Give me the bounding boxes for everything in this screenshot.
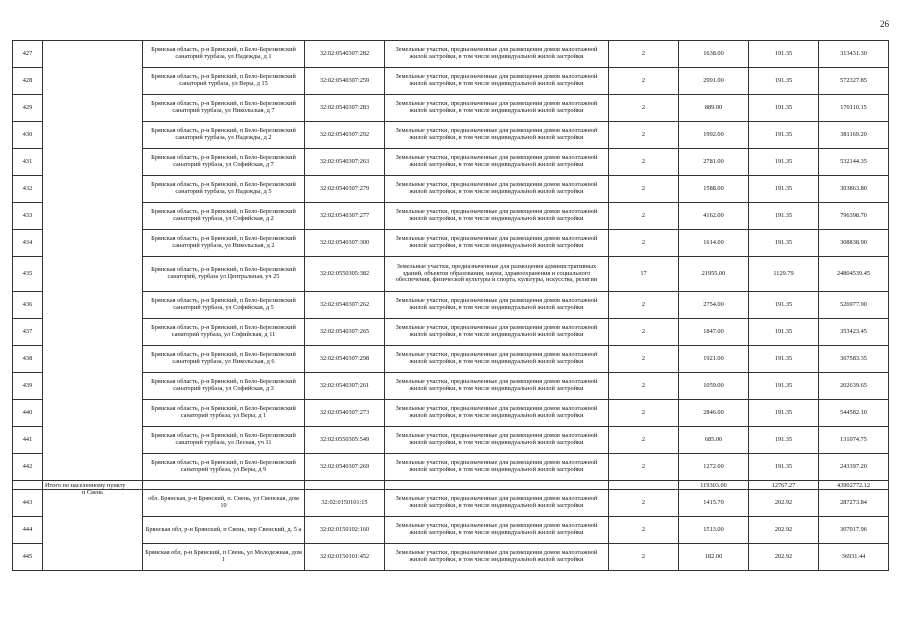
land-category-cell: Земельные участки, предназначенные для размещения домов малоэтажной жилой застройки, в том числе индивидуальной жилой застройки (385, 230, 609, 257)
cadastral-number-cell: 32:02:0540307:298 (305, 346, 385, 373)
area-cell: 2754.00 (679, 292, 749, 319)
table-row (13, 230, 889, 257)
cadastral-value-cell: 24804539.45 (819, 257, 889, 292)
cadastral-number-cell: 32:02:0540307:300 (305, 230, 385, 257)
area-cell: 182.00 (679, 544, 749, 571)
land-category-cell: Земельные участки, предназначенные для размещения домов малоэтажной жилой застройки, в том числе индивидуальной жилой застройки (385, 427, 609, 454)
row-number-cell: 438 (13, 346, 43, 373)
address-cell: Брянская обл, р-н Брянский, п Свень, ул Молодежная, дом 1 (143, 544, 305, 571)
cadastral-value-cell: 367583.35 (819, 346, 889, 373)
land-category-cell: Земельные участки, предназначенные для размещения домов малоэтажной жилой застройки, в том числе индивидуальной жилой застройки (385, 41, 609, 68)
group-code-cell: 2 (609, 373, 679, 400)
group-code-cell: 2 (609, 203, 679, 230)
rate-cell: 1129.79 (749, 257, 819, 292)
cadastral-value-cell: 36931.44 (819, 544, 889, 571)
group-code-cell: 2 (609, 346, 679, 373)
cadastral-number-cell: 32:02:0540307:263 (305, 149, 385, 176)
rate-cell: 191.35 (749, 400, 819, 427)
cadastral-number-cell: 32:02:0540307:273 (305, 400, 385, 427)
cadastral-value-cell: 572327.85 (819, 68, 889, 95)
cadastral-number-cell: 32:02:0150102:160 (305, 517, 385, 544)
total-value-cell: 43902772.12 (819, 481, 889, 490)
rate-cell: 191.35 (749, 373, 819, 400)
land-category-cell: Земельные участки, предназначенные для размещения домов малоэтажной жилой застройки, в том числе индивидуальной жилой застройки (385, 292, 609, 319)
row-number-cell: 442 (13, 454, 43, 481)
table-row (13, 373, 889, 400)
rate-cell: 202.92 (749, 490, 819, 517)
row-number-cell: 443 (13, 490, 43, 517)
table-row (13, 292, 889, 319)
group-code-cell: 2 (609, 230, 679, 257)
cadastral-value-cell: 381169.20 (819, 122, 889, 149)
cadastral-number-cell: 32:02:0540307:282 (305, 41, 385, 68)
area-cell: 685.00 (679, 427, 749, 454)
land-plots-table (12, 40, 889, 571)
address-cell: Брянская область, р-н Брянский, п Бело-Березковский санаторий турбаза, ул Надежды, д 2 (143, 122, 305, 149)
cadastral-value-cell: 353423.45 (819, 319, 889, 346)
cadastral-number-cell: 32:02:0540307:269 (305, 454, 385, 481)
group-code-cell: 2 (609, 319, 679, 346)
cadastral-number-cell: 32:02:0540307:279 (305, 176, 385, 203)
table-row (13, 122, 889, 149)
row-number-cell: 441 (13, 427, 43, 454)
cadastral-number-cell: 32:02:0540307:265 (305, 319, 385, 346)
total-area-cell: 119303.00 (679, 481, 749, 490)
rate-cell: 191.35 (749, 230, 819, 257)
total-rate-cell: 12767.27 (749, 481, 819, 490)
row-number-cell: 427 (13, 41, 43, 68)
row-number-cell: 444 (13, 517, 43, 544)
page-number: 26 (880, 19, 889, 29)
land-category-cell: Земельные участки, предназначенные для размещения домов малоэтажной жилой застройки, в том числе индивидуальной жилой застройки (385, 176, 609, 203)
table-row (13, 95, 889, 122)
area-cell: 1992.00 (679, 122, 749, 149)
land-category-cell: Земельные участки, предназначенные для размещения домов малоэтажной жилой застройки, в том числе индивидуальной жилой застройки (385, 490, 609, 517)
address-cell: Брянская область, р-н Брянский, п Бело-Березковский санаторий турбаза, ул Софийская, д 7 (143, 149, 305, 176)
area-cell: 2781.00 (679, 149, 749, 176)
land-category-cell: Земельные участки, предназначенные для размещения домов малоэтажной жилой застройки, в том числе индивидуальной жилой застройки (385, 544, 609, 571)
address-cell: Брянская область, р-н Брянский, п Бело-Березковский санаторий, турбаза ул Центральная, уч 25 (143, 257, 305, 292)
group-code-cell: 2 (609, 544, 679, 571)
rate-cell: 191.35 (749, 346, 819, 373)
row-number-cell: 437 (13, 319, 43, 346)
area-cell: 1614.00 (679, 230, 749, 257)
area-cell: 1588.00 (679, 176, 749, 203)
table-row (13, 490, 889, 517)
cadastral-number-cell: 32:02:0150101:452 (305, 544, 385, 571)
total-row (13, 481, 889, 490)
address-cell: обл. Брянская, р-н Брянский, п. Свень, ул Свенская, дом 10 (143, 490, 305, 517)
group-code-cell: 2 (609, 176, 679, 203)
cadastral-value-cell: 313431.30 (819, 41, 889, 68)
row-number-cell: 435 (13, 257, 43, 292)
rate-cell: 191.35 (749, 454, 819, 481)
area-cell: 889.00 (679, 95, 749, 122)
land-category-cell: Земельные участки, предназначенные для размещения домов малоэтажной жилой застройки, в том числе индивидуальной жилой застройки (385, 95, 609, 122)
cadastral-value-cell: 287273.84 (819, 490, 889, 517)
area-cell: 2846.00 (679, 400, 749, 427)
group-code-cell: 2 (609, 400, 679, 427)
area-cell: 1847.00 (679, 319, 749, 346)
cadastral-value-cell: 303863.80 (819, 176, 889, 203)
cadastral-value-cell: 308838.90 (819, 230, 889, 257)
address-cell: Брянская область, р-н Брянский, п Бело-Березковский санаторий турбаза, ул Лесная, уч 11 (143, 427, 305, 454)
total-blank-cell (305, 481, 385, 490)
cadastral-value-cell: 243397.20 (819, 454, 889, 481)
table-row (13, 346, 889, 373)
cadastral-value-cell: 526977.90 (819, 292, 889, 319)
address-cell: Брянская область, р-н Брянский, п Бело-Березковский санаторий турбаза, ул Надежды, д 5 (143, 176, 305, 203)
group-code-cell: 2 (609, 68, 679, 95)
cadastral-number-cell: 32:02:0540307:292 (305, 122, 385, 149)
group-code-cell: 2 (609, 41, 679, 68)
group-code-cell: 2 (609, 517, 679, 544)
table-row (13, 41, 889, 68)
table-row (13, 68, 889, 95)
address-cell: Брянская область, р-н Брянский, п Бело-Березковский санаторий турбаза, ул Веры, д 9 (143, 454, 305, 481)
land-category-cell: Земельные участки, предназначенные для размещения домов малоэтажной жилой застройки, в том числе индивидуальной жилой застройки (385, 203, 609, 230)
cadastral-number-cell: 32:02:0150101:15 (305, 490, 385, 517)
rate-cell: 191.35 (749, 176, 819, 203)
cadastral-value-cell: 307017.96 (819, 517, 889, 544)
rate-cell: 191.35 (749, 292, 819, 319)
land-category-cell: Земельные участки, предназначенные для размещения домов малоэтажной жилой застройки, в том числе индивидуальной жилой застройки (385, 68, 609, 95)
total-blank-cell (13, 481, 43, 490)
row-number-cell: 440 (13, 400, 43, 427)
cadastral-value-cell: 796398.70 (819, 203, 889, 230)
cadastral-number-cell: 32:02:0550305:382 (305, 257, 385, 292)
cadastral-number-cell: 32:02:0540307:283 (305, 95, 385, 122)
area-cell: 1513.00 (679, 517, 749, 544)
table-row (13, 203, 889, 230)
rate-cell: 202.92 (749, 544, 819, 571)
row-number-cell: 439 (13, 373, 43, 400)
address-cell: Брянская область, р-н Брянский, п Бело-Березковский санаторий турбаза, ул Никольская, д 7 (143, 95, 305, 122)
table-row (13, 176, 889, 203)
table-row (13, 427, 889, 454)
rate-cell: 191.35 (749, 122, 819, 149)
land-category-cell: Земельные участки, предназначенные для размещения домов малоэтажной жилой застройки, в том числе индивидуальной жилой застройки (385, 149, 609, 176)
cadastral-number-cell: 32:02:0540307:262 (305, 292, 385, 319)
area-cell: 1638.00 (679, 41, 749, 68)
total-blank-cell (143, 481, 305, 490)
total-blank-cell (385, 481, 609, 490)
table-row (13, 454, 889, 481)
cadastral-value-cell: 532144.35 (819, 149, 889, 176)
land-category-cell: Земельные участки, предназначенные для размещения домов малоэтажной жилой застройки, в том числе индивидуальной жилой застройки (385, 122, 609, 149)
row-number-cell: 431 (13, 149, 43, 176)
rate-cell: 191.35 (749, 68, 819, 95)
rate-cell: 202.92 (749, 517, 819, 544)
land-category-cell: Земельные участки, предназначенные для размещения домов малоэтажной жилой застройки, в том числе индивидуальной жилой застройки (385, 517, 609, 544)
rate-cell: 191.35 (749, 41, 819, 68)
land-category-cell: Земельные участки, предназначенные для размещения домов малоэтажной жилой застройки, в том числе индивидуальной жилой застройки (385, 400, 609, 427)
area-cell: 1272.00 (679, 454, 749, 481)
address-cell: Брянская область, р-н Брянский, п Бело-Березковский санаторий турбаза, ул Софийская, д 5 (143, 292, 305, 319)
settlement-cell: п Свень (43, 490, 143, 571)
group-code-cell: 2 (609, 95, 679, 122)
cadastral-number-cell: 32:02:0550305:549 (305, 427, 385, 454)
cadastral-value-cell: 170110.15 (819, 95, 889, 122)
group-code-cell: 2 (609, 427, 679, 454)
group-code-cell: 2 (609, 122, 679, 149)
group-code-cell: 2 (609, 292, 679, 319)
total-blank-cell (609, 481, 679, 490)
address-cell: Брянская область, р-н Брянский, п Бело-Березковский санаторий турбаза, ул Веры, д 15 (143, 68, 305, 95)
address-cell: Брянская область, р-н Брянский, п Бело-Березковский санаторий турбаза, ул Софийская, д 11 (143, 319, 305, 346)
land-category-cell: Земельные участки, предназначенные для размещения домов малоэтажной жилой застройки, в том числе индивидуальной жилой застройки (385, 373, 609, 400)
rate-cell: 191.35 (749, 203, 819, 230)
land-category-cell: Земельные участки, предназначенные для размещения домов малоэтажной жилой застройки, в том числе индивидуальной жилой застройки (385, 346, 609, 373)
row-number-cell: 432 (13, 176, 43, 203)
address-cell: Брянская обл, р-н Брянский, п Свень, пер Свенский, д. 5 а (143, 517, 305, 544)
cadastral-number-cell: 32:02:0540307:259 (305, 68, 385, 95)
area-cell: 1921.00 (679, 346, 749, 373)
table-row (13, 400, 889, 427)
table-row (13, 149, 889, 176)
address-cell: Брянская область, р-н Брянский, п Бело-Березковский санаторий турбаза, ул Никольская, д 6 (143, 346, 305, 373)
rate-cell: 191.35 (749, 149, 819, 176)
rate-cell: 191.35 (749, 95, 819, 122)
total-label-cell: Итого по населенному пункту (43, 481, 143, 490)
table-row (13, 319, 889, 346)
table-body (13, 41, 889, 571)
area-cell: 4162.00 (679, 203, 749, 230)
rate-cell: 191.35 (749, 319, 819, 346)
table-row (13, 517, 889, 544)
cadastral-number-cell: 32:02:0540307:261 (305, 373, 385, 400)
address-cell: Брянская область, р-н Брянский, п Бело-Березковский санаторий турбаза, ул Софийская, д 3 (143, 373, 305, 400)
area-cell: 2991.00 (679, 68, 749, 95)
table-row (13, 544, 889, 571)
table-row (13, 257, 889, 292)
land-category-cell: Земельные участки, предназначенные для размещения домов малоэтажной жилой застройки, в том числе индивидуальной жилой застройки (385, 319, 609, 346)
rate-cell: 191.35 (749, 427, 819, 454)
address-cell: Брянская область, р-н Брянский, п Бело-Березковский санаторий турбаза, ул Никольская, д 2 (143, 230, 305, 257)
group-code-cell: 2 (609, 490, 679, 517)
cadastral-number-cell: 32:02:0540307:277 (305, 203, 385, 230)
group-code-cell: 2 (609, 454, 679, 481)
cadastral-value-cell: 131074.75 (819, 427, 889, 454)
address-cell: Брянская область, р-н Брянский, п Бело-Березковский санаторий турбаза, ул Софийская, д 2 (143, 203, 305, 230)
address-cell: Брянская область, р-н Брянский, п Бело-Березковский санаторий турбаза, ул Веры, д 1 (143, 400, 305, 427)
area-cell: 1059.00 (679, 373, 749, 400)
land-category-cell: Земельные участки, предназначенные для размещения домов малоэтажной жилой застройки, в том числе индивидуальной жилой застройки (385, 454, 609, 481)
group-code-cell: 2 (609, 149, 679, 176)
row-number-cell: 428 (13, 68, 43, 95)
cadastral-value-cell: 202639.65 (819, 373, 889, 400)
row-number-cell: 433 (13, 203, 43, 230)
area-cell: 1415.70 (679, 490, 749, 517)
row-number-cell: 445 (13, 544, 43, 571)
address-cell: Брянская область, р-н Брянский, п Бело-Березковский санаторий турбаза, ул Надежды, д 1 (143, 41, 305, 68)
row-number-cell: 430 (13, 122, 43, 149)
row-number-cell: 434 (13, 230, 43, 257)
land-category-cell: Земельные участки, предназначенные для размещения административных зданий, объектов образования, науки, здравоохранения и социального обеспечения, физической культуры и спорта, культуры, искусства, религии (385, 257, 609, 292)
settlement-cell (43, 41, 143, 481)
area-cell: 21955.00 (679, 257, 749, 292)
group-code-cell: 17 (609, 257, 679, 292)
row-number-cell: 429 (13, 95, 43, 122)
cadastral-value-cell: 544582.10 (819, 400, 889, 427)
row-number-cell: 436 (13, 292, 43, 319)
